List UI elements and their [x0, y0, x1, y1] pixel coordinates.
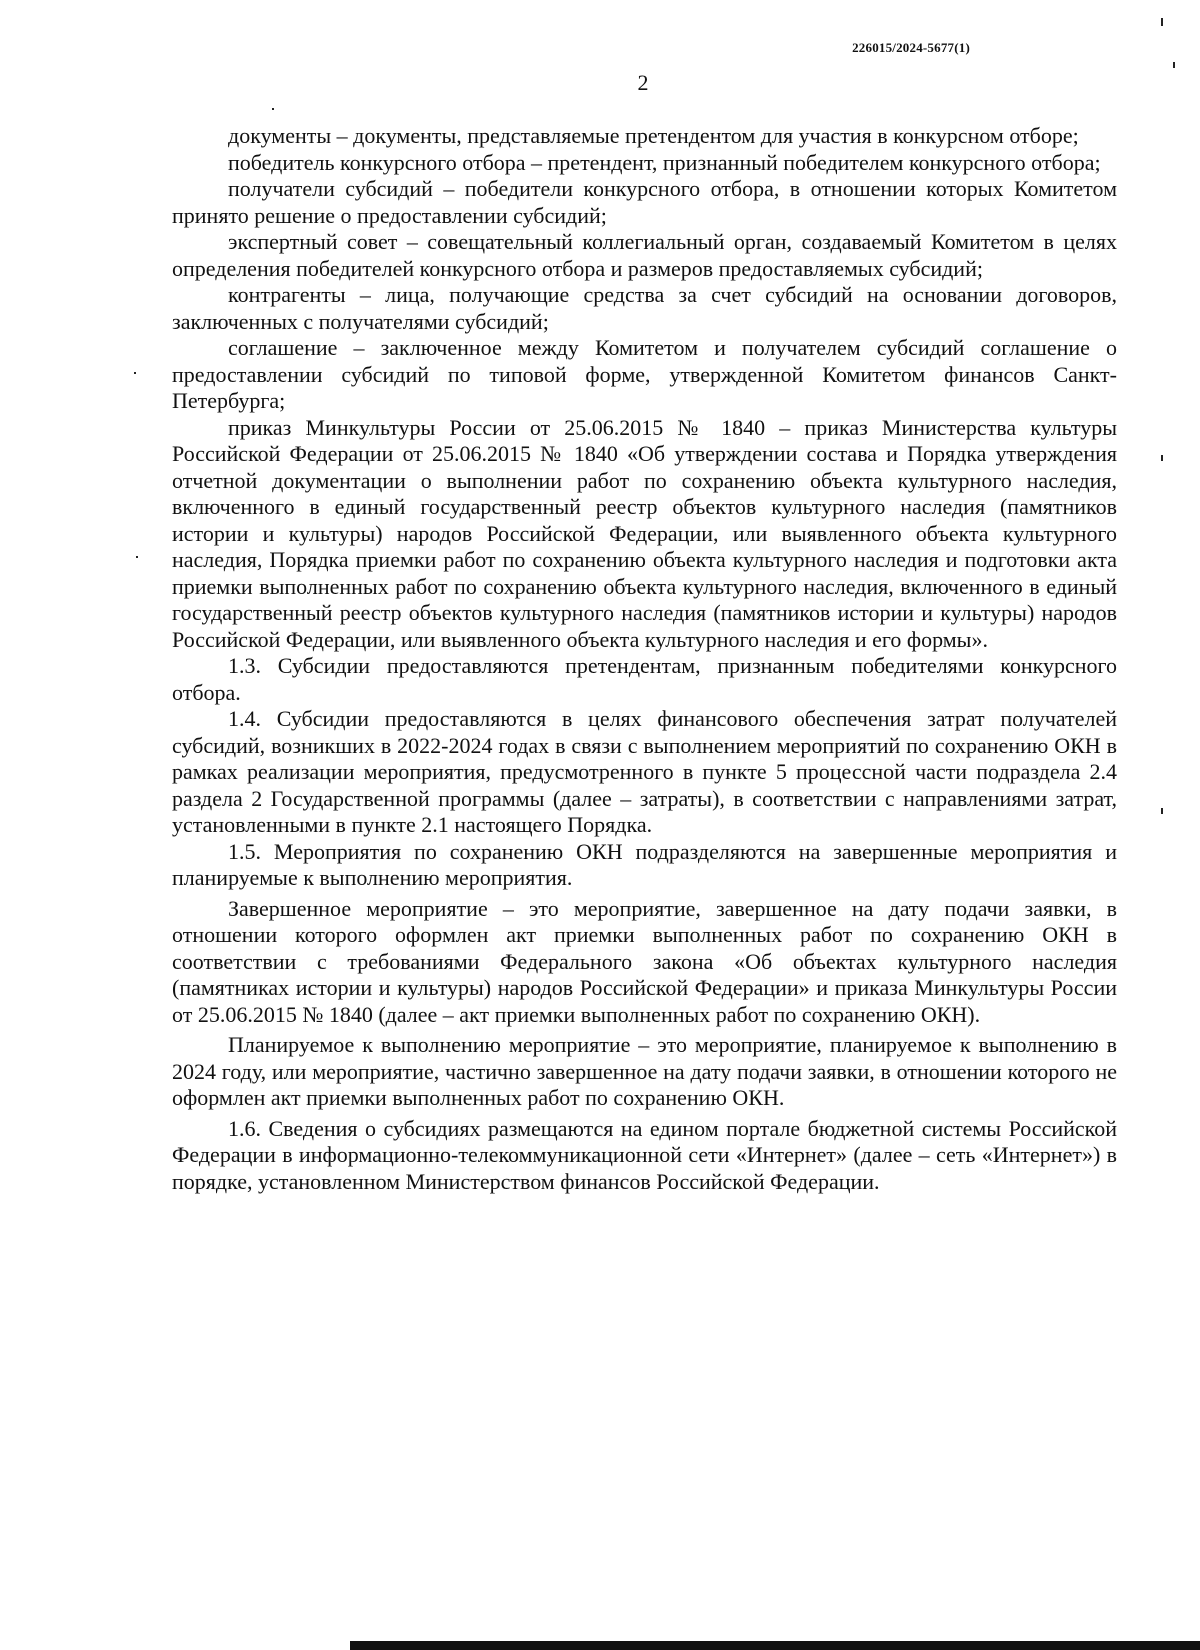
definition-winner: победитель конкурсного отбора – претендент, признанный победителем конкурсного отбора;	[228, 149, 1101, 175]
document-number: 226015/2024-5677(1)	[852, 40, 970, 55]
scan-artifact	[1161, 808, 1163, 814]
planned-activity-paragraph: Планируемое к выполнению мероприятие – это мероприятие, планируемое к выполнению в 2024 году, или мероприятие, частично завершенное на дату подачи заявки, в отношении которого не оформлен акт приемки выполненных работ по сохранению ОКН.	[172, 1032, 1117, 1110]
document-body	[172, 123, 1117, 1195]
scan-artifact	[1161, 18, 1163, 26]
page-number: 2	[637, 70, 649, 95]
scan-artifact	[272, 108, 274, 110]
scan-artifact	[134, 372, 136, 374]
scan-artifact	[1173, 62, 1175, 68]
clause-1-6: 1.6. Сведения о субсидиях размещаются на едином портале бюджетной системы Российской Федерации в информационно-телекоммуникационной сети «Интернет» (далее – сеть «Интернет») в порядке, установленном Министерством финансов Российской Федерации.	[172, 1115, 1117, 1194]
clause-1-4: 1.4. Субсидии предоставляются в целях финансового обеспечения затрат получателей субсидий, возникших в 2022-2024 годах в связи с выполнением мероприятий по сохранению ОКН в рамках реализации мероприятия, предусмотренного в пункте 5 процессной части подраздела 2.4 раздела 2 Государственной программы (далее – затраты), в соответствии с направлениями затрат, установленными в пункте 2.1 настоящего Порядка.	[172, 706, 1117, 837]
clause-1-3: 1.3. Субсидии предоставляются претендентам, признанным победителями конкурсного отбора.	[172, 653, 1117, 705]
definition-recipients: получатели субсидий – победители конкурсного отбора, в отношении которых Комитетом принято решение о предоставлении субсидий;	[172, 176, 1117, 228]
definition-order: приказ Минкультуры России от 25.06.2015 № 1840 – приказ Министерства культуры Российской Федерации от 25.06.2015 № 1840 «Об утверждении состава и Порядка утверждения отчетной документации о выполнении работ по сохранению объекта культурного наследия, включенного в единый государственный реестр объектов культурного наследия (памятников истории и культуры) народов Российской Федерации, или выявленного объекта культурного наследия, Порядка приемки работ по сохранению объекта культурного наследия и подготовки акта приемки выполненных работ по сохранению объекта культурного наследия, включенного в единый государственный реестр объектов культурного наследия (памятников истории и культуры) народов Российской Федерации, или выявленного объекта культурного наследия и его формы».	[172, 414, 1117, 652]
definition-documents: документы – документы, представляемые претендентом для участия в конкурсном отборе;	[228, 123, 1079, 148]
definition-expert-council: экспертный совет – совещательный коллегиальный орган, создаваемый Комитетом в целях определения победителей конкурсного отбора и размеров предоставляемых субсидий;	[172, 229, 1117, 281]
scan-artifact	[1161, 455, 1163, 461]
clause-1-5: 1.5. Мероприятия по сохранению ОКН подразделяются на завершенные мероприятия и планируемые к выполнению мероприятия.	[172, 838, 1117, 890]
scan-artifact	[136, 556, 138, 558]
scan-bottom-edge	[350, 1641, 1200, 1650]
definition-agreement: соглашение – заключенное между Комитетом и получателем субсидий соглашение о предоставлении субсидий по типовой форме, утвержденной Комитетом финансов Санкт-Петербурга;	[172, 335, 1117, 413]
completed-activity-paragraph: Завершенное мероприятие – это мероприятие, завершенное на дату подачи заявки, в отношении которого оформлен акт приемки выполненных работ по сохранению ОКН в соответствии с требованиями Федерального закона «Об объектах культурного наследия (памятниках истории и культуры) народов Российской Федерации» и приказа Минкультуры России от 25.06.2015 № 1840 (далее – акт приемки выполненных работ по сохранению ОКН).	[172, 895, 1117, 1027]
definition-contractors: контрагенты – лица, получающие средства за счет субсидий на основании договоров, заключенных с получателями субсидий;	[172, 282, 1117, 334]
